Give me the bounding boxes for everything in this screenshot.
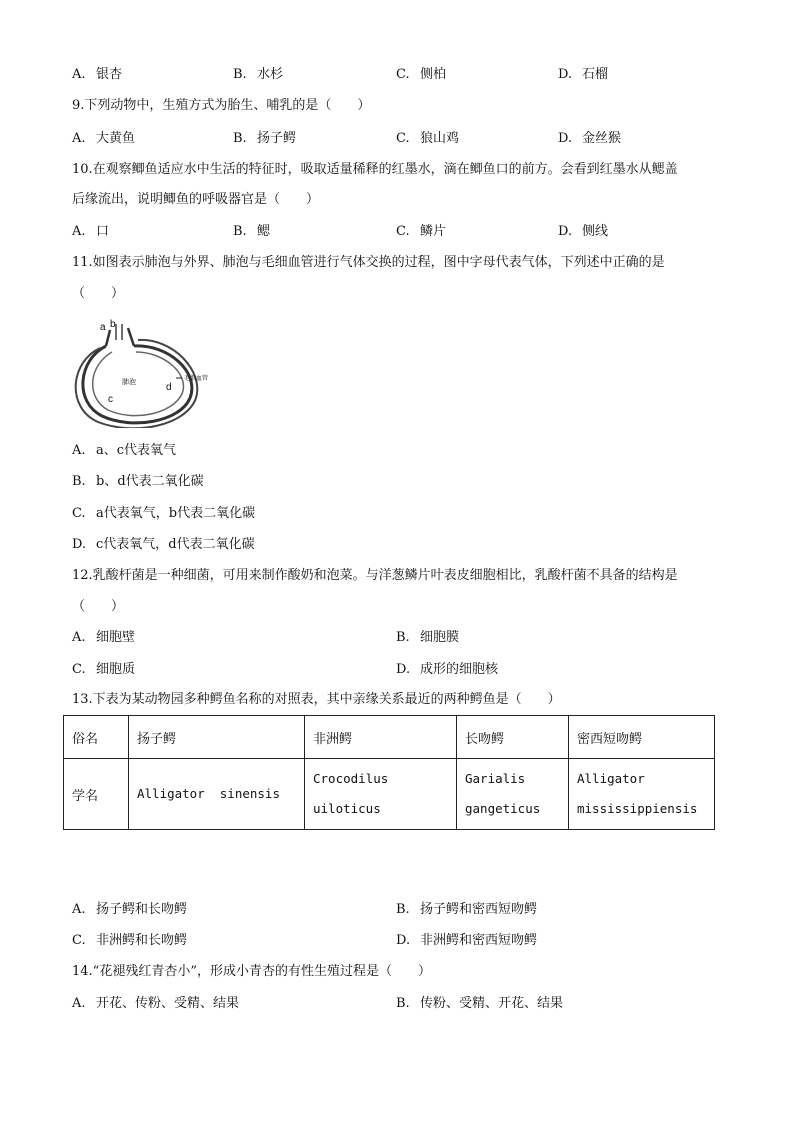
option-text: 鳃 (257, 224, 271, 239)
scientific-name-line: Crocodilus (313, 771, 389, 786)
table-cell-common-0: 扬子鳄 (129, 716, 305, 759)
option-text: 扬子鳄 (257, 131, 297, 146)
q11-option-d[interactable] (72, 535, 255, 555)
q8-option-a[interactable] (72, 65, 122, 85)
q9-option-a[interactable] (72, 129, 135, 149)
scientific-name-line: uiloticus (313, 801, 381, 816)
option-text: 开花、传粉、受精、结果 (96, 996, 240, 1011)
q10-option-c[interactable] (396, 222, 446, 242)
alveolus-wall-outer (83, 346, 192, 423)
option-text: 鳞片 (420, 224, 447, 239)
option-key: C. (72, 933, 86, 948)
q10-option-d[interactable] (558, 222, 608, 242)
q10-option-a[interactable] (72, 222, 109, 242)
table-row-common-names (64, 716, 715, 759)
option-text: 传粉、受精、开花、结果 (420, 996, 564, 1011)
option-text: 细胞质 (96, 662, 136, 677)
option-text: c代表氧气，d代表二氧化碳 (96, 537, 255, 552)
label-c: c (108, 394, 113, 405)
label-capillary: 毛细血管 (184, 375, 209, 382)
table-cell-common-3: 密西短吻鳄 (569, 716, 715, 759)
option-key: B. (233, 67, 247, 82)
option-text: 金丝猴 (582, 131, 622, 146)
option-key: A. (72, 443, 86, 458)
option-key: C. (72, 506, 86, 521)
option-key: D. (558, 131, 573, 146)
q9-option-d[interactable] (558, 129, 621, 149)
option-text: 细胞壁 (96, 630, 136, 645)
option-key: A. (72, 67, 86, 82)
option-key: D. (396, 662, 411, 677)
option-text: 成形的细胞核 (420, 662, 499, 677)
option-key: A. (72, 996, 86, 1011)
q12-option-c[interactable] (72, 660, 135, 680)
scientific-name-line: Alligator sinensis (137, 786, 280, 801)
q11-stem-line2: （ ） (72, 286, 125, 301)
option-text: 扬子鳄和长吻鳄 (96, 902, 188, 917)
option-key: B. (233, 224, 247, 239)
q10-option-b[interactable] (233, 222, 270, 242)
q12-option-a[interactable] (72, 628, 135, 648)
option-text: 口 (96, 224, 110, 239)
q8-option-b[interactable] (233, 65, 283, 85)
q14-option-b[interactable] (396, 994, 563, 1014)
table-cell-common-2: 长吻鳄 (457, 716, 569, 759)
option-text: a代表氧气，b代表二氧化碳 (96, 506, 256, 521)
option-text: 狼山鸡 (420, 131, 460, 146)
q9-option-c[interactable] (396, 129, 459, 149)
option-text: 非洲鳄和密西短吻鳄 (420, 933, 538, 948)
q13-option-a[interactable] (72, 900, 187, 920)
q12-option-b[interactable] (396, 628, 459, 648)
option-key: C. (396, 67, 410, 82)
q11-stem-line1: 11.如图表示肺泡与外界、肺泡与毛细血管进行气体交换的过程，图中字母代表气体，下列述中正确的是 (72, 255, 665, 270)
option-key: D. (558, 224, 573, 239)
q12-stem-line2: （ ） (72, 599, 125, 614)
option-text: 侧线 (582, 224, 609, 239)
option-text: 大黄鱼 (96, 131, 136, 146)
option-text: 非洲鳄和长吻鳄 (96, 933, 188, 948)
q10-stem-line2: 后缘流出，说明鲫鱼的呼吸器官是（ ） (72, 192, 320, 207)
option-text: a、c代表氧气 (96, 443, 177, 458)
option-text: 扬子鳄和密西短吻鳄 (420, 902, 538, 917)
q12-stem-line1: 12.乳酸杆菌是一种细菌，可用来制作酸奶和泡菜。与洋葱鳞片叶表皮细胞相比，乳酸杆菌不具备的结构是 (72, 568, 678, 583)
q9-option-b[interactable] (233, 129, 296, 149)
q8-option-c[interactable] (396, 65, 446, 85)
label-a: a (100, 322, 106, 333)
label-b: b (110, 319, 116, 330)
option-key: A. (72, 131, 86, 146)
option-key: D. (72, 537, 87, 552)
option-text: 水杉 (257, 67, 284, 82)
option-key: A. (72, 630, 86, 645)
alveolus-gas-exchange-figure (72, 316, 232, 428)
option-key: A. (72, 902, 86, 917)
option-key: B. (396, 630, 410, 645)
scientific-name-line: Alligator (577, 771, 645, 786)
q10-stem-line1: 10.在观察鲫鱼适应水中生活的特征时，吸取适量稀释的红墨水，滴在鲫鱼口的前方。会看到红墨水从鳃盖 (72, 162, 678, 177)
option-key: C. (396, 224, 410, 239)
option-key: D. (558, 67, 573, 82)
q13-option-c[interactable] (72, 931, 187, 951)
option-key: D. (396, 933, 411, 948)
table-header-common-name: 俗名 (64, 716, 129, 759)
option-key: B. (396, 902, 410, 917)
airway-right (128, 328, 134, 346)
scientific-name-line: mississippiensis (577, 801, 698, 816)
option-key: B. (72, 474, 86, 489)
scientific-name-line: gangeticus (465, 801, 541, 816)
option-text: 细胞膜 (420, 630, 460, 645)
table-cell-scientific-1 (305, 759, 457, 830)
label-d: d (166, 382, 172, 393)
q8-option-d[interactable] (558, 65, 608, 85)
option-key: B. (396, 996, 410, 1011)
option-key: A. (72, 224, 86, 239)
label-alveolus: 肺泡 (122, 378, 136, 386)
table-cell-common-1: 非洲鳄 (305, 716, 457, 759)
table-header-scientific-name: 学名 (64, 759, 129, 830)
table-cell-scientific-0 (129, 759, 305, 830)
option-text: 侧柏 (420, 67, 447, 82)
scientific-name-line: Garialis (465, 771, 526, 786)
q11-option-b[interactable] (72, 472, 204, 492)
airway-left (106, 330, 110, 346)
q13-stem: 13.下表为某动物园多种鳄鱼名称的对照表，其中亲缘关系最近的两种鳄鱼是（ ） (72, 692, 561, 707)
option-text: 石榴 (582, 67, 609, 82)
option-key: B. (233, 131, 247, 146)
q9-stem: 9.下列动物中，生殖方式为胎生、哺乳的是（ ） (72, 98, 371, 113)
q12-option-d[interactable] (396, 660, 498, 680)
q14-stem: 14.“花褪残红青杏小”，形成小青杏的有性生殖过程是（ ） (72, 964, 431, 979)
crocodile-name-table (63, 715, 715, 830)
table-cell-scientific-3 (569, 759, 715, 830)
option-text: b、d代表二氧化碳 (96, 474, 204, 489)
q13-option-b[interactable] (396, 900, 537, 920)
q14-option-a[interactable] (72, 994, 239, 1014)
q13-option-d[interactable] (396, 931, 537, 951)
q11-option-a[interactable] (72, 441, 176, 461)
q11-option-c[interactable] (72, 504, 255, 524)
option-key: C. (396, 131, 410, 146)
table-row-scientific-names (64, 759, 715, 830)
option-key: C. (72, 662, 86, 677)
table-cell-scientific-2 (457, 759, 569, 830)
option-text: 银杏 (96, 67, 123, 82)
